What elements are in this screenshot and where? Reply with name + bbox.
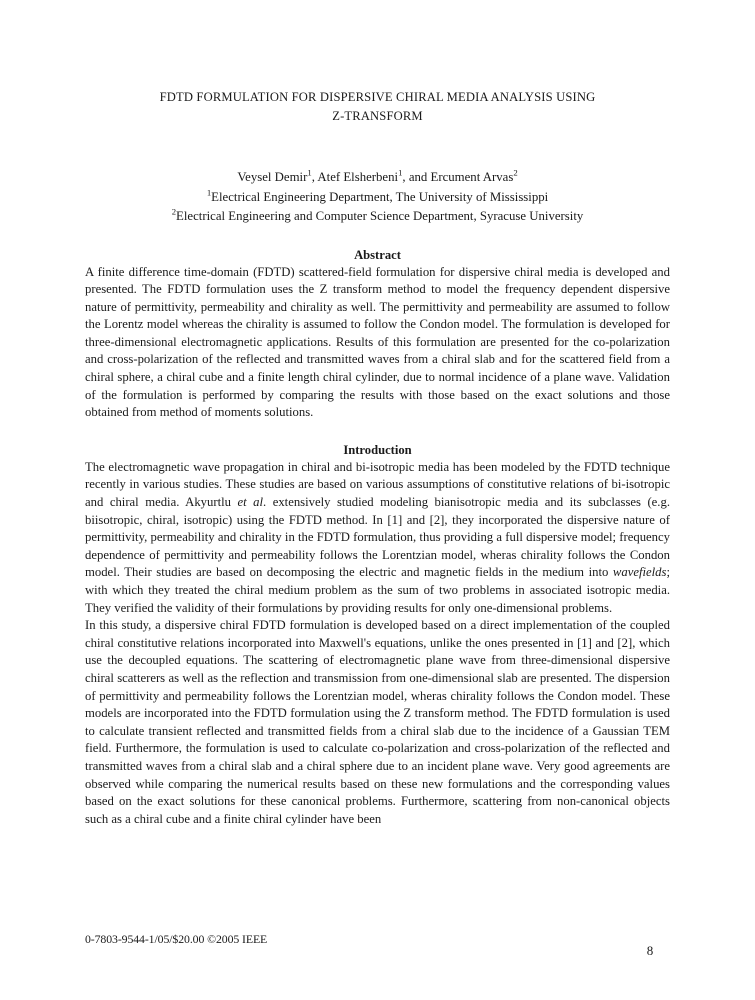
paper-title-line-2: Z-TRANSFORM: [332, 109, 423, 123]
abstract-heading: Abstract: [354, 247, 401, 262]
author-list: [85, 168, 670, 188]
author-separator-2: , and: [402, 170, 431, 184]
affiliation-1: [85, 188, 670, 208]
author-name-2: Atef Elsherbeni: [317, 170, 399, 184]
affiliation-text-2: Electrical Engineering and Computer Science Department, Syracuse University: [176, 209, 584, 223]
author-separator-1: ,: [311, 170, 318, 184]
author-affiliation-marker-2: 1: [398, 167, 403, 178]
page-number: 8: [646, 943, 654, 958]
author-affiliation-marker-1: 1: [307, 167, 312, 178]
paper-title-line-1: FDTD FORMULATION FOR DISPERSIVE CHIRAL MEDIA ANALYSIS USING: [159, 90, 596, 104]
affiliation-text-1: Electrical Engineering Department, The University of Mississippi: [211, 189, 549, 204]
paper-title: [85, 88, 670, 126]
introduction-paragraph-2: In this study, a dispersive chiral FDTD formulation is developed based on a direct implementation of the coupled chiral constitutive relations incorporated into Maxwell's equations, unlike the ones presented in [1] and [2], which use the decoupled equations. The scattering of electromagnetic plane wave from three-dimensional dispersive chiral scatterers as well as the reflection and transmission from one-dimensional slab are presented. The dispersion of permittivity and permeability follows the Lorentzian model, wheras chirality follows the Condon model. These models are incorporated into the FDTD formulation using the Z transform method. The FDTD formulation is used to calculate transient reflected and transmitted fields from a chiral slab due to the incidence of a Gaussian TEM field. Furthermore, the formulation is used to calculate co-polarization and cross-polarization of the reflected and transmitted waves from a chiral slab and a chiral sphere due to an incident plane wave. Very good agreements are observed while comparing the numerical results based on these new formulations and the corresponding values based on the exact solutions for these canonical problems. Furthermore, scattering from non-canonical objects such as a chiral cube and a finite chiral cylinder have been: [85, 618, 670, 826]
intro-p1-segment-1: The electromagnetic wave propagation in chiral and bi-isotropic media has been modeled by the FDTD technique recently in various studies. These studies are based on various assumptions of constitutive relations of bi-isotropic and chiral media. Akyurtlu: [85, 459, 670, 510]
intro-p1-segment-3: ; with which they treated the chiral medium problem as the sum of two problems in associated isotropic media. They verified the validity of their formulations by providing results for only one-dimensional problems.: [85, 565, 670, 615]
abstract-paragraph: A finite difference time-domain (FDTD) scattered-field formulation for dispersive chiral media is developed and presented. The FDTD formulation uses the Z transform method to model the frequency dependent dispersive nature of permittivity, permeability and chirality as well. The permittivity and permeability are assumed to follow the Lorentz model whereas the chirality is assumed to follow the Condon model. The formulation is developed for three-dimensional electromagnetic applications. Results of this formulation are presented for the co-polarization and cross-polarization of the reflected and transmitted waves from a chiral slab and for the scattered field from a chiral sphere, a chiral cube and a finite length chiral cylinder, due to normal incidence of a plane wave. Validation of the formulation is performed by comparing the results with those based on the exact solutions and those obtained from method of moments solutions.: [85, 264, 670, 420]
affiliation-marker-2: 2: [171, 206, 177, 217]
affiliation-2: [85, 207, 670, 227]
affiliation-marker-1: 1: [206, 187, 212, 198]
author-affiliation-marker-3: 2: [513, 167, 518, 178]
intro-p1-italic-et-al: et al: [237, 495, 264, 510]
author-affiliation-block: [85, 168, 670, 227]
author-name-1: Veysel Demir: [237, 170, 308, 184]
page-content-column: [85, 0, 670, 828]
footer-copyright: 0-7803-9544-1/05/$20.00 ©2005 IEEE: [85, 932, 268, 946]
intro-p1-italic-wavefields: wavefields: [612, 565, 667, 580]
introduction-heading: Introduction: [343, 442, 412, 457]
intro-p1-segment-2: . extensively studied modeling bianisotropic media and its subclasses (e.g. biisotropic, chiral, isotropic) using the FDTD method. In [1] and [2], they incorporated the dispersive nature of permittivity, permeability and chirality in the FDTD formulation, thus providing a full dispersive model; frequency dependence of permittivity and permeability follows the Lorentzian model, wheras chirality follows the Condon model. Their studies are based on decomposing the electric and magnetic fields in the medium into: [85, 495, 670, 580]
introduction-paragraph-1: [85, 459, 670, 617]
author-name-3: Ercument Arvas: [430, 170, 514, 184]
